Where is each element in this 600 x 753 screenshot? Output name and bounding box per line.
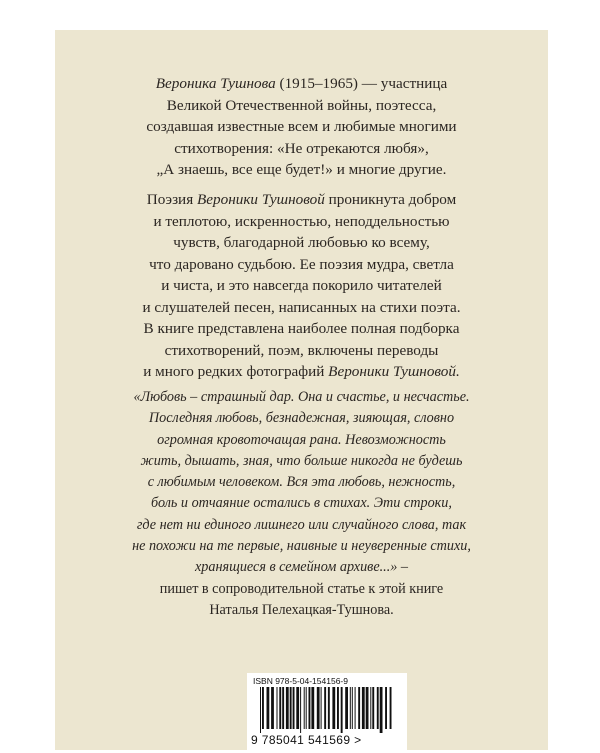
barcode-bar [380,687,383,733]
text-line [55,116,548,138]
text-segment: (1915–1965) — участница [275,75,448,92]
text-line [55,493,548,514]
text-segment: Великой Отечественной войны, поэтесса, [166,96,437,114]
book-description-paragraph [55,189,548,383]
author-bio-paragraph [55,73,548,181]
text-segment: не похожи на те первые, наивные и неуверенные стихи, [132,538,471,555]
barcode-bar [355,687,356,729]
barcode-bar [317,687,320,729]
barcode-bar [358,687,360,729]
italic-segment: Вероники Тушновой [196,191,325,208]
barcode-bar [350,687,351,729]
barcode-bar [324,687,326,729]
barcode-bar [332,687,335,729]
text-line [55,159,548,181]
text-segment: Поэзия [146,191,197,208]
barcode-bar [260,687,261,733]
barcode-bar [337,687,339,729]
text-segment: проникнута добром [324,191,457,208]
barcode-bar [286,687,289,729]
barcode-bar [267,687,270,729]
barcode-bar [271,687,274,729]
text-segment: – [397,559,408,576]
text-segment: Наталья Пелехацкая-Тушнова. [209,601,394,618]
text-line [55,600,548,621]
barcode-bar [293,687,295,729]
italic-segment: Вероника Тушнова [155,75,276,92]
italic-segment: Вероники Тушновой. [328,363,460,380]
barcode-bar [306,687,307,729]
barcode-bar [282,687,284,729]
isbn-label: ISBN 978-5-04-154156-9 [253,676,348,686]
barcode-bar [385,687,387,729]
barcode-bar [352,687,353,729]
text-segment: где нет ни единого лишнего или случайного слова, так [136,516,467,533]
text-line [55,536,548,557]
text-line [55,318,548,340]
barcode-bar [321,687,322,729]
text-segment: и много редких фотографий [143,363,329,380]
book-back-cover [55,30,548,750]
text-line [55,361,548,383]
text-segment: чувств, благодарной любовью ко всему, [173,234,430,251]
barcode-bar [262,687,264,729]
barcode-bar [304,687,305,729]
barcode-bar [390,687,392,729]
text-line [55,515,548,536]
barcode-bar [370,687,371,729]
text-segment: „А знаешь, все еще будет!» и многие другие. [156,161,447,178]
text-line [55,232,548,254]
text-segment: и слушателей песен, написанных на стихи поэта. [142,298,461,316]
text-line [55,387,548,408]
barcode-bar [300,687,301,733]
text-segment: пишет в сопроводительной статье к этой книге [159,580,444,597]
barcode-bar [362,687,365,729]
barcode-bars [260,687,394,733]
text-segment: создавшая известные всем и любимые многими [146,118,457,135]
text-segment: Последняя любовь, безнадежная, зияющая, словно [148,410,455,427]
barcode-bar [277,687,278,729]
text-line [55,579,548,600]
barcode-bar [279,687,281,729]
text-line [55,451,548,472]
text-line [55,73,548,95]
text-segment: стихотворения: «Не отрекаются любя», [174,139,429,157]
text-segment: В книге представлена наиболее полная подборка [143,320,460,337]
text-line [55,297,548,319]
barcode-bar [309,687,311,729]
text-segment: стихотворений, поэм, включены переводы [164,341,439,359]
barcode-bar [366,687,369,729]
text-line [55,211,548,233]
text-line [55,430,548,451]
barcode-bar [296,687,299,729]
barcode-bar [328,687,330,729]
text-segment: боль и отчаяние остались в стихах. Эти строки, [151,495,452,512]
barcode-bar [290,687,292,729]
barcode-bar [377,687,379,729]
text-line [55,557,548,578]
text-line [55,275,548,297]
barcode-bar [311,687,314,729]
barcode-bar [372,687,374,729]
text-line [55,138,548,160]
quote-paragraph [55,387,548,621]
barcode-digits: 9 785041 541569 > [251,733,362,747]
isbn-barcode [247,673,407,753]
text-segment: жить, дышать, зная, что больше никогда не будешь [140,452,463,469]
text-segment: и теплотою, искренностью, неподдельностью [153,212,450,230]
text-line [55,95,548,117]
text-segment: огромная кровоточащая рана. Невозможность [157,431,446,448]
text-segment: «Любовь – страшный дар. Она и счастье, и несчастье. [133,389,470,405]
text-segment: с любимым человеком. Вся эта любовь, нежность, [147,474,456,491]
text-line [55,189,548,211]
text-segment: что даровано судьбою. Ее поэзия мудра, светла [149,255,454,273]
barcode-bar [341,687,343,733]
text-line [55,408,548,429]
text-line [55,472,548,493]
text-line [55,340,548,362]
barcode-bar [345,687,348,729]
text-line [55,254,548,276]
text-segment: и чиста, и это навсегда покорило читателей [161,277,442,294]
text-segment: хранящиеся в семейном архиве...» [195,559,398,576]
